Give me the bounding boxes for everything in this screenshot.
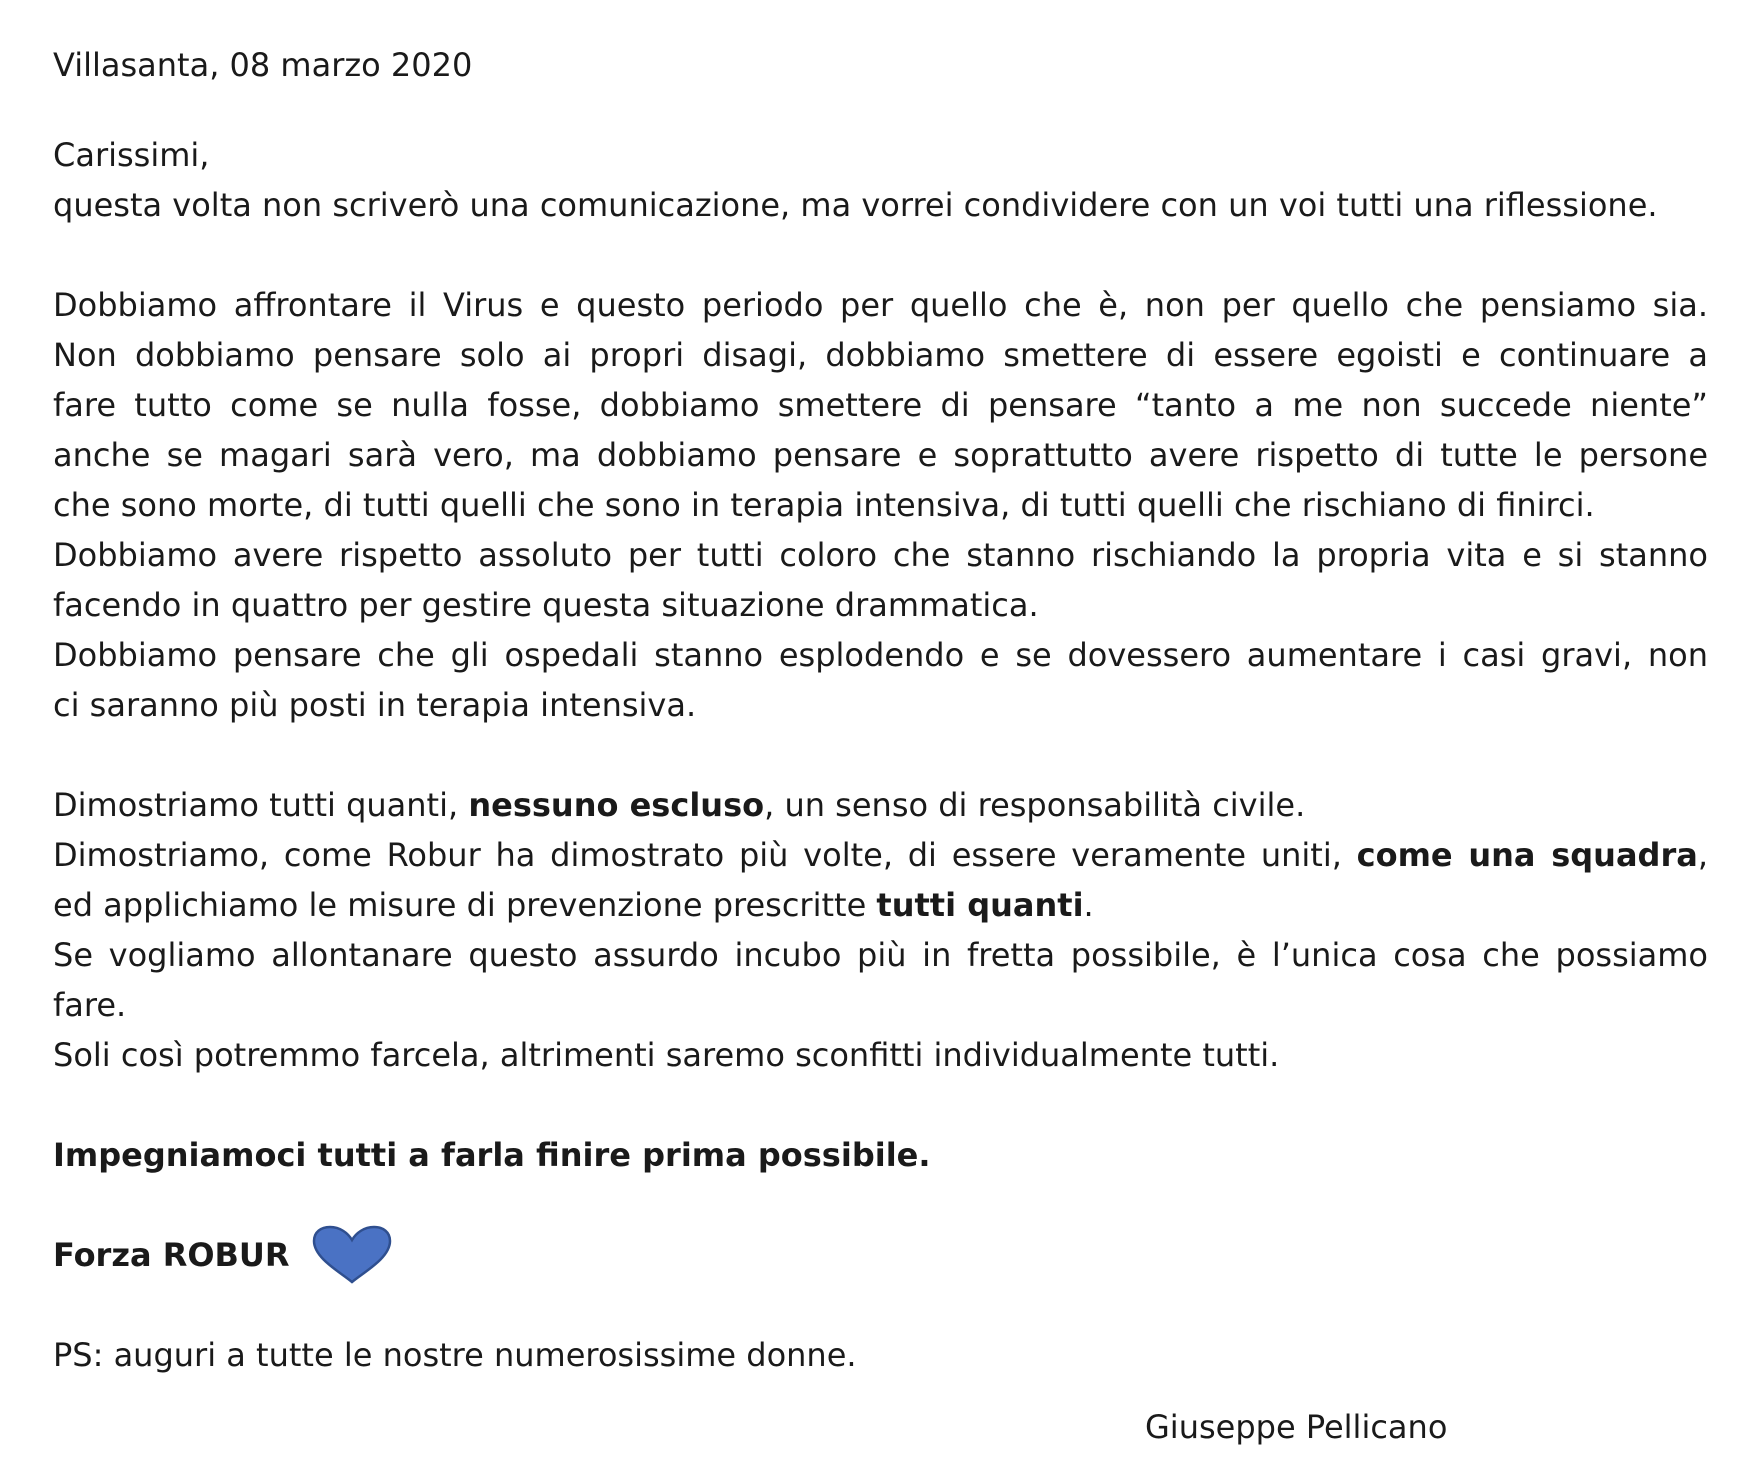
closing-line (53, 1220, 1708, 1290)
text-span: Dimostriamo tutti quanti, (53, 786, 469, 824)
text-span: Dimostriamo, come Robur ha dimostrato più volte, di essere veramente uniti, (53, 836, 1357, 874)
paragraph-line: anche se magari sarà vero, ma dobbiamo pensare e soprattutto avere rispetto di tutte le persone (53, 436, 1708, 474)
paragraph-1 (53, 280, 1708, 730)
paragraph-line (53, 880, 1708, 930)
paragraph-line: ci saranno più posti in terapia intensiva. (53, 686, 697, 724)
text-span: . (1083, 886, 1094, 924)
paragraph-line: che sono morte, di tutti quelli che sono in terapia intensiva, di tutti quelli che rischiano di finirci. (53, 486, 1595, 524)
postscript: PS: auguri a tutte le nostre numerosissime donne. (53, 1336, 857, 1374)
paragraph-line: Se vogliamo allontanare questo assurdo incubo più in fretta possibile, è l’unica cosa che possiamo (53, 936, 1708, 974)
emphasis-nessuno-escluso: nessuno escluso (468, 786, 765, 824)
paragraph-line (53, 780, 1708, 830)
intro-line: questa volta non scriverò una comunicazione, ma vorrei condividere con un voi tutti una riflessione. (53, 186, 1658, 224)
paragraph-line: Dobbiamo avere rispetto assoluto per tutti coloro che stanno rischiando la propria vita e si stanno (53, 536, 1708, 574)
paragraph-line: Dobbiamo pensare che gli ospedali stanno esplodendo e se dovessero aumentare i casi gravi, non (53, 636, 1708, 674)
paragraph-2 (53, 780, 1708, 1080)
emphasis-come-una-squadra: come una squadra (1356, 836, 1698, 874)
text-span: , un senso di responsabilità civile. (764, 786, 1306, 824)
text-span: , (1697, 836, 1708, 874)
appeal-line (53, 1130, 1708, 1180)
heart-icon (310, 1224, 394, 1286)
appeal-text: Impegniamoci tutti a farla finire prima possibile. (53, 1136, 931, 1174)
paragraph-line: fare tutto come se nulla fosse, dobbiamo smettere di pensare “tanto a me non succede niente” (53, 386, 1708, 424)
paragraph-line: fare. (53, 986, 127, 1024)
paragraph-line: Non dobbiamo pensare solo ai propri disagi, dobbiamo smettere di essere egoisti e continuare a (53, 336, 1708, 374)
paragraph-line (53, 830, 1708, 880)
signature: Giuseppe Pellicano (1145, 1408, 1448, 1446)
paragraph-line: Dobbiamo affrontare il Virus e questo periodo per quello che è, non per quello che pensiamo sia. (53, 286, 1708, 324)
closing-text: Forza ROBUR (53, 1236, 290, 1274)
emphasis-tutti-quanti: tutti quanti (876, 886, 1084, 924)
salutation: Carissimi, (53, 136, 210, 174)
paragraph-line: Soli così potremmo farcela, altrimenti saremo sconfitti individualmente tutti. (53, 1036, 1280, 1074)
letter-date: Villasanta, 08 marzo 2020 (53, 46, 473, 84)
letter-body (53, 40, 1708, 1380)
text-span: ed applichiamo le misure di prevenzione prescritte (53, 886, 877, 924)
paragraph-line: facendo in quattro per gestire questa situazione drammatica. (53, 586, 1039, 624)
